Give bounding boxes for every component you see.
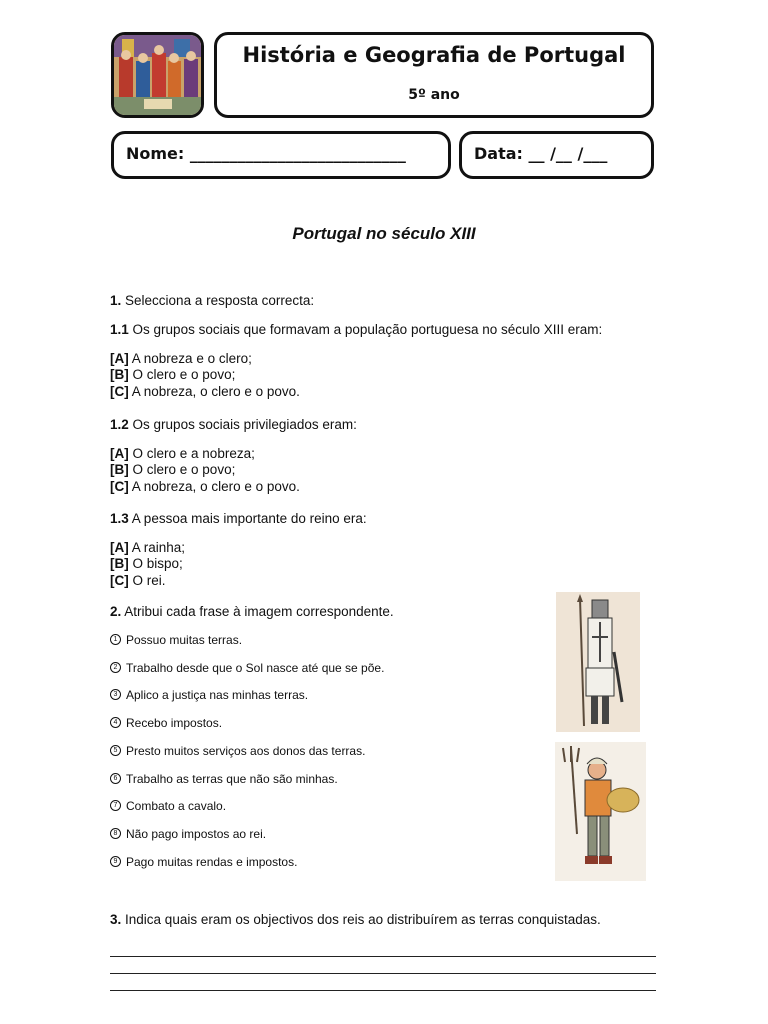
q1-1-option-a[interactable]: [A] A nobreza e o clero; <box>110 351 252 366</box>
q1-1-option-c[interactable]: [C] A nobreza, o clero e o povo. <box>110 384 300 399</box>
q2-item: 8 Não pago impostos ao rei. <box>110 827 266 841</box>
q1-3-option-b[interactable]: [B] O bispo; <box>110 556 183 571</box>
q1-prompt: 1. Selecciona a resposta correcta: <box>110 293 315 308</box>
q1-2-option-c[interactable]: [C] A nobreza, o clero e o povo. <box>110 479 300 494</box>
answer-line[interactable] <box>110 990 656 991</box>
number-circle-icon: 9 <box>110 856 121 867</box>
answer-line[interactable] <box>110 973 656 974</box>
q2-item: 1 Possuo muitas terras. <box>110 633 242 647</box>
q2-item: 4 Recebo impostos. <box>110 716 222 730</box>
date-label: Data: __ /__ /___ <box>474 144 608 163</box>
document-title: Portugal no século XIII <box>292 224 476 243</box>
q3-prompt: 3. Indica quais eram os objectivos dos reis ao distribuírem as terras conquistadas. <box>110 912 601 927</box>
number-circle-icon: 7 <box>110 800 121 811</box>
number-circle-icon: 6 <box>110 773 121 784</box>
q2-item: 5 Presto muitos serviços aos donos das terras. <box>110 744 365 758</box>
q1-1-option-b[interactable]: [B] O clero e o povo; <box>110 367 236 382</box>
q1-3-option-c[interactable]: [C] O rei. <box>110 573 166 588</box>
header-image-frame <box>111 32 204 118</box>
medieval-court-illustration <box>114 35 201 115</box>
q1-1-prompt: 1.1 Os grupos sociais que formavam a população portuguesa no século XIII eram: <box>110 322 603 337</box>
number-circle-icon: 1 <box>110 634 121 645</box>
q1-3-prompt: 1.3 A pessoa mais importante do reino era: <box>110 511 367 526</box>
q2-item: 9 Pago muitas rendas e impostos. <box>110 855 297 869</box>
knight-illustration <box>556 592 640 732</box>
subject-title: História e Geografia de Portugal <box>242 43 626 67</box>
header-title-box <box>214 32 654 118</box>
q2-item: 2 Trabalho desde que o Sol nasce até que se põe. <box>110 661 384 675</box>
answer-line[interactable] <box>110 956 656 957</box>
name-label: Nome: ___________________________ <box>126 144 406 163</box>
q1-2-option-a[interactable]: [A] O clero e a nobreza; <box>110 446 255 461</box>
q1-2-prompt: 1.2 Os grupos sociais privilegiados eram: <box>110 417 357 432</box>
number-circle-icon: 8 <box>110 828 121 839</box>
q2-item: 6 Trabalho as terras que não são minhas. <box>110 772 338 786</box>
grade-label: 5º ano <box>408 87 460 103</box>
date-field-box[interactable] <box>459 131 654 179</box>
number-circle-icon: 2 <box>110 662 121 673</box>
name-field-box[interactable] <box>111 131 451 179</box>
peasant-illustration <box>555 742 646 881</box>
q2-item: 3 Aplico a justiça nas minhas terras. <box>110 688 308 702</box>
number-circle-icon: 4 <box>110 717 121 728</box>
number-circle-icon: 3 <box>110 689 121 700</box>
q1-3-option-a[interactable]: [A] A rainha; <box>110 540 186 555</box>
q2-item: 7 Combato a cavalo. <box>110 799 226 813</box>
q2-prompt: 2. Atribui cada frase à imagem correspondente. <box>110 604 394 619</box>
q1-2-option-b[interactable]: [B] O clero e o povo; <box>110 462 236 477</box>
number-circle-icon: 5 <box>110 745 121 756</box>
